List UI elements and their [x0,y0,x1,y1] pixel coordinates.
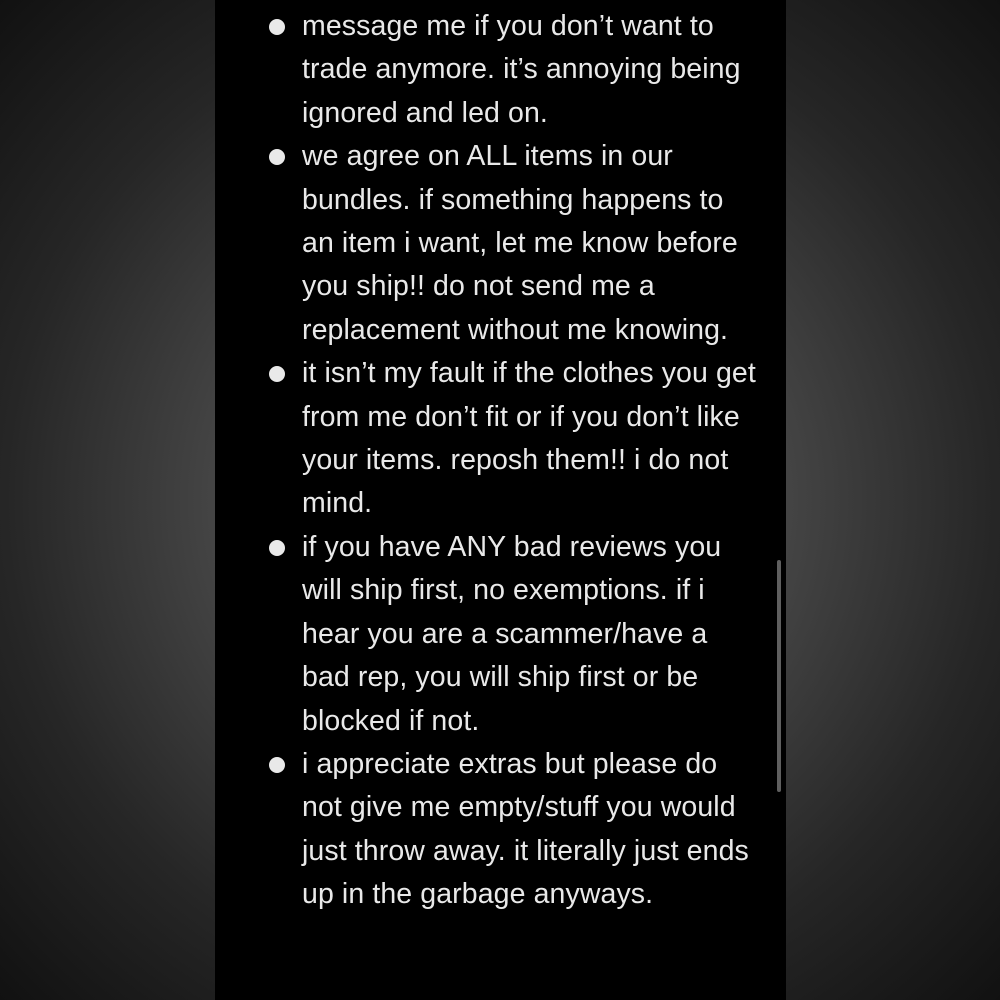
bullet-dot-icon [269,19,285,35]
list-item [215,526,786,743]
rule-text: it isn’t my fault if the clothes you get from me don’t fit or if you don’t like your items. reposh them!! i do not mind. [302,357,756,520]
rule-text: message me if you don’t want to trade anymore. it’s annoying being ignored and led on. [302,10,741,129]
list-item [215,352,786,526]
rule-text: we agree on ALL items in our bundles. if something happens to an item i want, let me know before you ship!! do not send me a replacement without me knowing. [302,140,738,346]
list-item [215,743,786,917]
rule-text: i appreciate extras but please do not give me empty/stuff you would just throw away. it literally just ends up in the garbage anyways. [302,747,749,911]
list-item [215,135,786,352]
list-item [215,5,786,135]
rules-list [215,5,786,917]
bullet-dot-icon [269,540,285,556]
rule-text: if you have ANY bad reviews you will ship first, no exemptions. if i hear you are a scammer/have a bad rep, you will ship first or be blocked if not. [302,530,722,737]
bullet-dot-icon [269,366,285,382]
bullet-dot-icon [269,757,285,773]
phone-screen[interactable] [215,0,786,1000]
bullet-dot-icon [269,149,285,165]
vertical-scrollbar[interactable] [777,560,781,792]
